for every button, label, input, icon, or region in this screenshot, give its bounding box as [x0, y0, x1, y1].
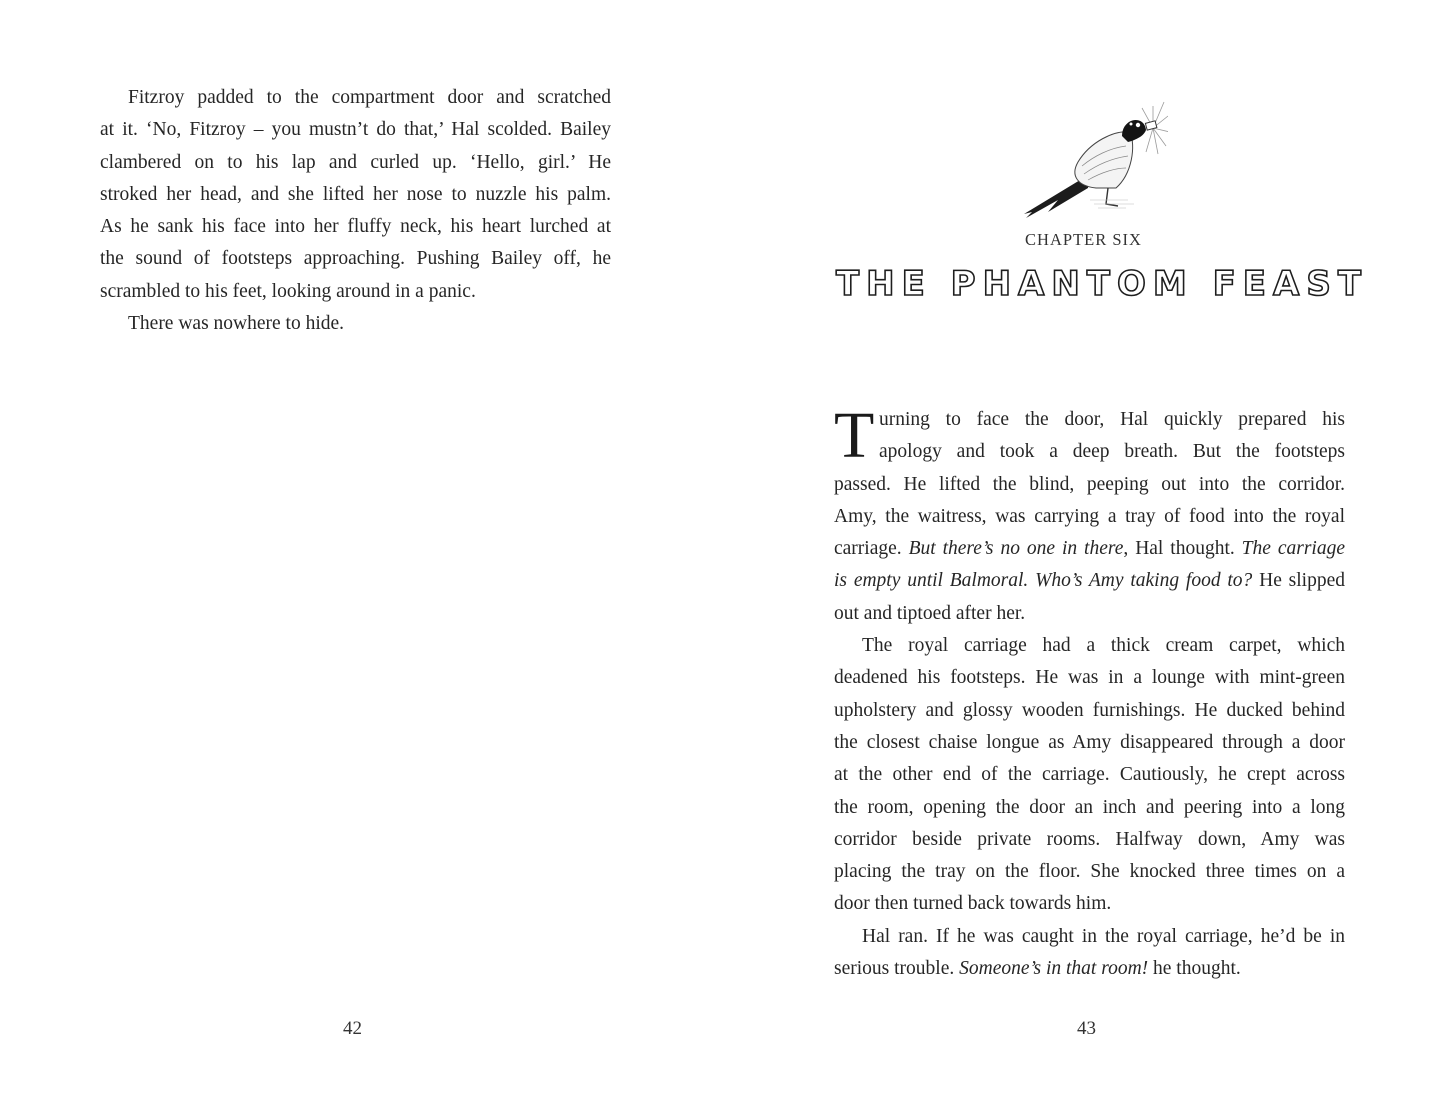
text-line: The royal carriage had a thick cream carpet, which [862, 635, 1345, 657]
text-line: deadened his footsteps. He was in a lounge with mint-green [834, 667, 1345, 689]
text-line: apology and took a deep breath. But the footsteps [879, 441, 1345, 463]
text-line: Amy, the waitress, was carrying a tray of food into the royal [834, 505, 1345, 527]
text-span: serious trouble. [834, 958, 960, 980]
left-page [0, 0, 722, 1095]
italic-text: is empty until Balmoral. Who’s Amy taking food to? [834, 570, 1253, 592]
text-line: stroked her head, and she lifted her nose to nuzzle his palm. [100, 183, 611, 205]
text-line: scrambled to his feet, looking around in a panic. [100, 280, 476, 302]
text-line: at the other end of the carriage. Cautiously, he crept across [834, 764, 1345, 786]
chapter-title: THE PHANTOM FEAST [835, 264, 1369, 304]
magpie-illustration-icon [1018, 96, 1168, 218]
drop-cap: T [834, 399, 875, 472]
text-line: placing the tray on the floor. She knocked three times on a [834, 861, 1345, 883]
text-line: door then turned back towards him. [834, 893, 1112, 915]
text-line [834, 533, 1345, 565]
text-span: He slipped [1252, 570, 1345, 592]
page-number-left: 42 [343, 1018, 362, 1039]
text-line [834, 565, 1345, 597]
text-line: clambered on to his lap and curled up. ‘Hello, girl.’ He [100, 151, 611, 173]
text-span: he thought. [1148, 958, 1241, 980]
text-line: Hal ran. If he was caught in the royal carriage, he’d be in [862, 925, 1345, 947]
text-line: corridor beside private rooms. Halfway down, Amy was [834, 828, 1345, 850]
text-span: carriage. [834, 538, 909, 560]
text-span: , Hal thought. [1123, 538, 1242, 560]
right-page-text [834, 399, 1346, 985]
text-line: at it. ‘No, Fitzroy – you mustn’t do that,’ Hal scolded. Bailey [100, 119, 611, 141]
text-line: the sound of footsteps approaching. Pushing Bailey off, he [100, 248, 611, 270]
text-line: There was nowhere to hide. [128, 313, 345, 335]
text-line: the closest chaise longue as Amy disappeared through a door [834, 731, 1345, 753]
chapter-label: CHAPTER SIX [1025, 230, 1142, 249]
italic-text: But there’s no one in there [908, 538, 1124, 560]
text-line: As he sank his face into her fluffy neck, his heart lurched at [100, 216, 611, 238]
italic-text: The carriage [1241, 538, 1346, 560]
text-line: urning to face the door, Hal quickly prepared his [879, 409, 1345, 430]
left-page-text [100, 82, 611, 340]
text-line: upholstery and glossy wooden furnishings. He ducked behind [834, 699, 1345, 721]
text-line: out and tiptoed after her. [834, 602, 1026, 624]
text-line: the room, opening the door an inch and peering into a long [834, 796, 1345, 818]
text-line [834, 953, 1345, 985]
text-line: Fitzroy padded to the compartment door and scratched [128, 87, 611, 108]
italic-text: Someone’s in that room! [959, 958, 1149, 980]
page-number-right: 43 [1077, 1018, 1096, 1039]
right-page [722, 0, 1445, 1095]
text-line: passed. He lifted the blind, peeping out into the corridor. [834, 473, 1345, 495]
